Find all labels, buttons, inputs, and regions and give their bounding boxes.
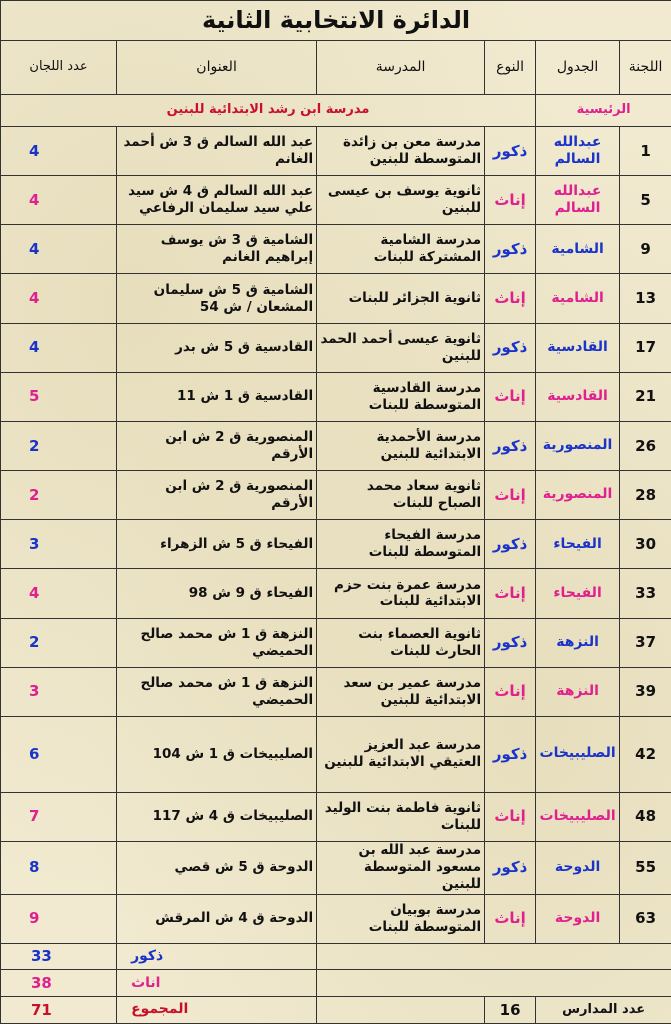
address-cell: المنصورية ق 2 ش ابن الأرقم <box>117 471 317 520</box>
lajna-cell: 63 <box>620 894 671 943</box>
lajna-cell: 39 <box>620 667 671 716</box>
type-cell: إناث <box>485 274 536 323</box>
table-row <box>1 126 671 175</box>
table-row <box>1 894 671 943</box>
type-cell: إناث <box>485 792 536 841</box>
address-cell: الفيحاء ق 5 ش الزهراء <box>117 520 317 569</box>
summary-blank <box>317 997 485 1024</box>
address-cell: القادسية ق 1 ش 11 <box>117 372 317 421</box>
address-cell: الشامية ق 3 ش يوسف إبراهيم الغانم <box>117 225 317 274</box>
summary-row-males <box>1 943 671 970</box>
main-school: مدرسة ابن رشد الابتدائية للبنين <box>1 95 536 127</box>
school-cell: ثانوية فاطمة بنت الوليد للبنات <box>317 792 485 841</box>
summary-total-value: 71 <box>1 997 117 1024</box>
table-row <box>1 471 671 520</box>
address-cell: الدوحة ق 5 ش قصي <box>117 841 317 894</box>
count-cell: 4 <box>1 323 117 372</box>
school-cell: مدرسة معن بن زائدة المتوسطة للبنين <box>317 126 485 175</box>
type-cell: ذكور <box>485 126 536 175</box>
type-cell: ذكور <box>485 716 536 792</box>
summary-females-value: 38 <box>1 970 117 997</box>
count-cell: 4 <box>1 126 117 175</box>
address-cell: الدوحة ق 4 ش المرقش <box>117 894 317 943</box>
count-cell: 4 <box>1 274 117 323</box>
jadwal-cell: الصليبيخات <box>536 716 620 792</box>
schools-count-value: 16 <box>485 997 536 1024</box>
jadwal-cell: المنصورية <box>536 421 620 470</box>
count-cell: 3 <box>1 520 117 569</box>
type-cell: ذكور <box>485 421 536 470</box>
count-cell: 4 <box>1 569 117 618</box>
lajna-cell: 42 <box>620 716 671 792</box>
lajna-cell: 37 <box>620 618 671 667</box>
type-cell: ذكور <box>485 618 536 667</box>
summary-blank <box>317 970 671 997</box>
count-cell: 8 <box>1 841 117 894</box>
jadwal-cell: القادسية <box>536 372 620 421</box>
school-cell: مدرسة عبد العزيز العتيقي الابتدائية للبنين <box>317 716 485 792</box>
type-cell: ذكور <box>485 225 536 274</box>
address-cell: الشامية ق 5 ش سليمان المشعان / ش 54 <box>117 274 317 323</box>
summary-blank <box>317 943 671 970</box>
lajna-cell: 1 <box>620 126 671 175</box>
school-cell: مدرسة عمير بن سعد الابتدائية للبنين <box>317 667 485 716</box>
jadwal-cell: النزهة <box>536 618 620 667</box>
count-cell: 7 <box>1 792 117 841</box>
header-address: العنوان <box>117 40 317 94</box>
table-row <box>1 225 671 274</box>
count-cell: 4 <box>1 176 117 225</box>
address-cell: النزهة ق 1 ش محمد صالح الحميضي <box>117 667 317 716</box>
count-cell: 2 <box>1 618 117 667</box>
type-cell: ذكور <box>485 841 536 894</box>
type-cell: إناث <box>485 569 536 618</box>
school-cell: ثانوية عيسى أحمد الحمد للبنين <box>317 323 485 372</box>
header-jadwal: الجدول <box>536 40 620 94</box>
jadwal-cell: القادسية <box>536 323 620 372</box>
summary-row-females <box>1 970 671 997</box>
jadwal-cell: النزهة <box>536 667 620 716</box>
table-row <box>1 841 671 894</box>
lajna-cell: 55 <box>620 841 671 894</box>
address-cell: القادسية ق 5 ش بدر <box>117 323 317 372</box>
page-title: الدائرة الانتخابية الثانية <box>1 1 671 41</box>
jadwal-cell: عبدالله السالم <box>536 126 620 175</box>
table-row <box>1 176 671 225</box>
school-cell: مدرسة الأحمدية الابتدائية للبنين <box>317 421 485 470</box>
count-cell: 6 <box>1 716 117 792</box>
header-row <box>1 40 671 94</box>
school-cell: مدرسة الشامية المشتركة للبنات <box>317 225 485 274</box>
lajna-cell: 13 <box>620 274 671 323</box>
type-cell: إناث <box>485 894 536 943</box>
jadwal-cell: الدوحة <box>536 894 620 943</box>
summary-total-label: المجموع <box>117 997 317 1024</box>
address-cell: الصليبيخات ق 1 ش 104 <box>117 716 317 792</box>
type-cell: إناث <box>485 176 536 225</box>
count-cell: 9 <box>1 894 117 943</box>
type-cell: إناث <box>485 372 536 421</box>
lajna-cell: 21 <box>620 372 671 421</box>
lajna-cell: 5 <box>620 176 671 225</box>
table-row <box>1 569 671 618</box>
table-row <box>1 421 671 470</box>
header-school: المدرسة <box>317 40 485 94</box>
lajna-cell: 9 <box>620 225 671 274</box>
jadwal-cell: الصليبيخات <box>536 792 620 841</box>
jadwal-cell: الدوحة <box>536 841 620 894</box>
count-cell: 2 <box>1 421 117 470</box>
lajna-cell: 28 <box>620 471 671 520</box>
count-cell: 3 <box>1 667 117 716</box>
header-type: النوع <box>485 40 536 94</box>
school-cell: مدرسة عبد الله بن مسعود المتوسطة للبنين <box>317 841 485 894</box>
school-cell: مدرسة القادسية المتوسطة للبنات <box>317 372 485 421</box>
type-cell: ذكور <box>485 323 536 372</box>
jadwal-cell: المنصورية <box>536 471 620 520</box>
main-label: الرئيسية <box>536 95 671 127</box>
table-row <box>1 716 671 792</box>
schools-count-label: عدد المدارس <box>536 997 671 1024</box>
school-cell: ثانوية الجزائر للبنات <box>317 274 485 323</box>
type-cell: إناث <box>485 667 536 716</box>
school-cell: ثانوية يوسف بن عيسى للبنين <box>317 176 485 225</box>
school-cell: ثانوية سعاد محمد الصباح للبنات <box>317 471 485 520</box>
address-cell: المنصورية ق 2 ش ابن الأرقم <box>117 421 317 470</box>
type-cell: ذكور <box>485 520 536 569</box>
lajna-cell: 33 <box>620 569 671 618</box>
table-row <box>1 618 671 667</box>
address-cell: عبد الله السالم ق 3 ش أحمد الغانم <box>117 126 317 175</box>
school-cell: ثانوية العصماء بنت الحارث للبنات <box>317 618 485 667</box>
summary-females-label: اناث <box>117 970 317 997</box>
jadwal-cell: عبدالله السالم <box>536 176 620 225</box>
jadwal-cell: الفيحاء <box>536 569 620 618</box>
address-cell: الصليبيخات ق 4 ش 117 <box>117 792 317 841</box>
type-cell: إناث <box>485 471 536 520</box>
summary-males-value: 33 <box>1 943 117 970</box>
jadwal-cell: الشامية <box>536 274 620 323</box>
table-row <box>1 372 671 421</box>
jadwal-cell: الفيحاء <box>536 520 620 569</box>
summary-row-total <box>1 997 671 1024</box>
header-lajna: اللجنة <box>620 40 671 94</box>
address-cell: النزهة ق 1 ش محمد صالح الحميضي <box>117 618 317 667</box>
count-cell: 5 <box>1 372 117 421</box>
lajna-cell: 26 <box>620 421 671 470</box>
address-cell: عبد الله السالم ق 4 ش سيد علي سيد سليمان الرفاعي <box>117 176 317 225</box>
table-row <box>1 274 671 323</box>
address-cell: الفيحاء ق 9 ش 98 <box>117 569 317 618</box>
table-row <box>1 323 671 372</box>
table-row <box>1 667 671 716</box>
jadwal-cell: الشامية <box>536 225 620 274</box>
school-cell: مدرسة بوبيان المتوسطة للبنات <box>317 894 485 943</box>
lajna-cell: 17 <box>620 323 671 372</box>
main-row <box>1 95 671 127</box>
lajna-cell: 48 <box>620 792 671 841</box>
header-count: عدد اللجان <box>1 40 117 94</box>
count-cell: 4 <box>1 225 117 274</box>
table-row <box>1 520 671 569</box>
lajna-cell: 30 <box>620 520 671 569</box>
table-row <box>1 792 671 841</box>
school-cell: مدرسة الفيحاء المتوسطة للبنات <box>317 520 485 569</box>
summary-males-label: ذكور <box>117 943 317 970</box>
count-cell: 2 <box>1 471 117 520</box>
school-cell: مدرسة عمرة بنت حزم الابتدائية للبنات <box>317 569 485 618</box>
